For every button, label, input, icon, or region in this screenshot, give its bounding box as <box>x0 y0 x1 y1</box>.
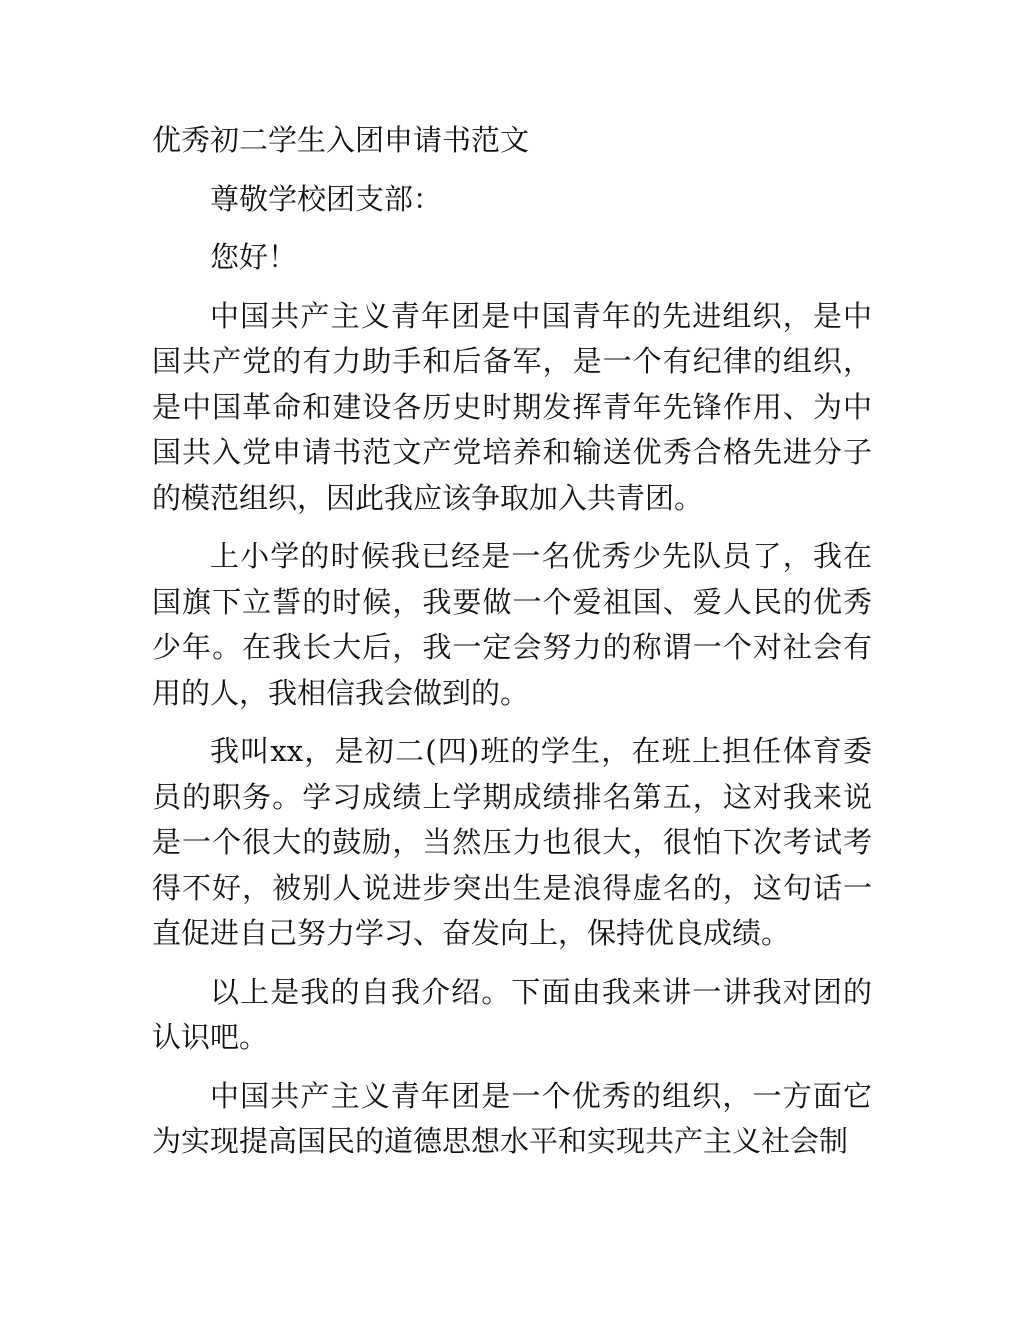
salutation: 尊敬学校团支部： <box>210 181 443 216</box>
body-paragraph-5: 中国共产主义青年团是一个优秀的组织，一方面它为实现提高国民的道德思想水平和实现共产主义社会制 <box>152 1078 872 1158</box>
body-paragraph-2: 上小学的时候我已经是一名优秀少先队员了，我在国旗下立誓的时候，我要做一个爱祖国、爱人民的优秀少年。在我长大后，我一定会努力的称谓一个对社会有用的人，我相信我会做到的。 <box>152 539 872 710</box>
body-paragraph-4: 以上是我的自我介绍。下面由我来讲一讲我对团的认识吧。 <box>152 974 872 1054</box>
greeting: 您好！ <box>210 240 298 274</box>
body-paragraph-1: 中国共产主义青年团是中国青年的先进组织，是中国共产党的有力助手和后备军，是一个有纪律的组织，是中国革命和建设各历史时期发挥青年先锋作用、为中国共入党申请书范文产党培养和输送优秀合格先进分子的模范组织，因此我应该争取加入共青团。 <box>152 298 872 515</box>
body-paragraph-3: 我叫xx，是初二(四)班的学生，在班上担任体育委员的职务。学习成绩上学期成绩排名第五，这对我来说是一个很大的鼓励，当然压力也很大，很怕下次考试考得不好，被别人说进步突出生是浪得虚名的，这句话一直促进自己努力学习、奋发向上，保持优良成绩。 <box>152 734 872 950</box>
document-title: 优秀初二学生入团申请书范文 <box>152 123 530 157</box>
document-page <box>152 118 872 1178</box>
